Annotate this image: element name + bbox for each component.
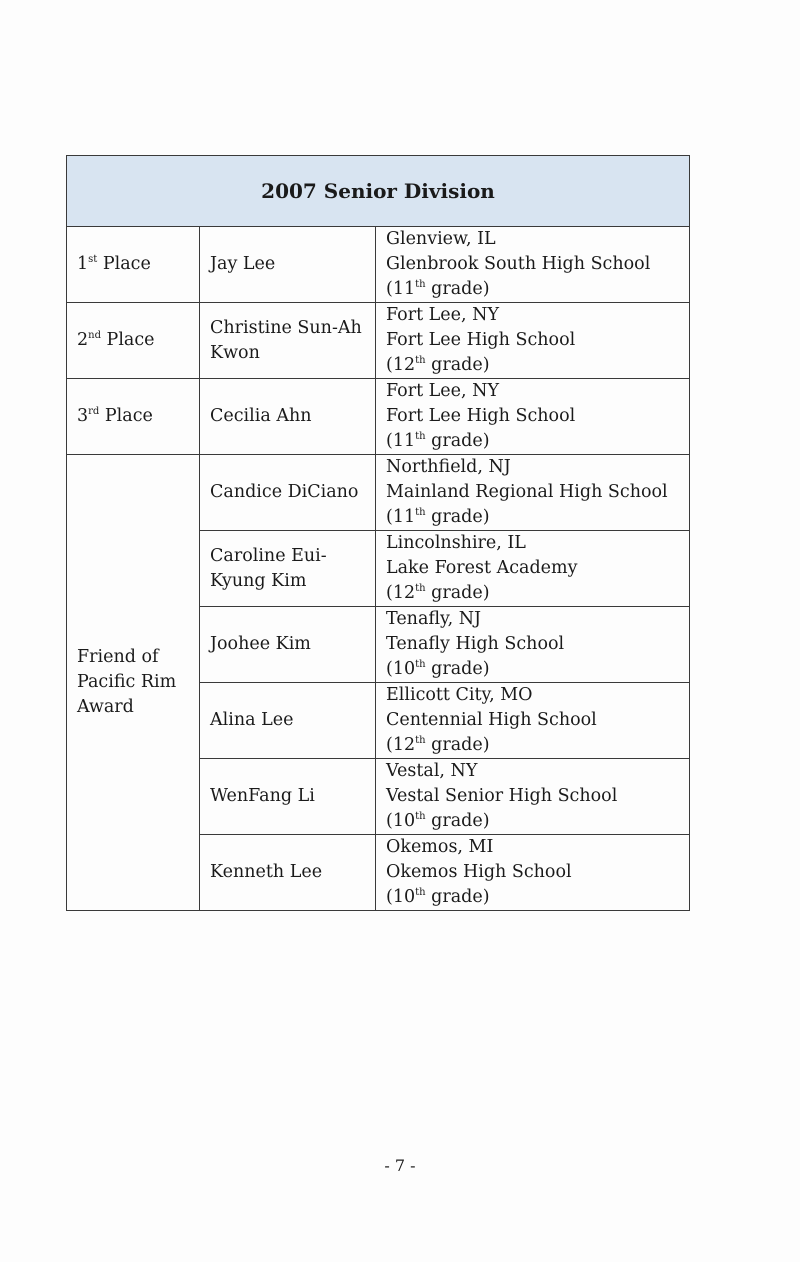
school-text: Okemos High School [386,862,572,882]
grade-word: grade) [425,735,490,755]
location-cell [376,683,690,759]
place-number: 2 [77,330,89,350]
grade-word: grade) [425,431,490,451]
place-suffix: nd [88,330,101,342]
grade-number: 11 [392,431,416,451]
place-word: Place [97,254,151,274]
grade-text: (12th grade) [386,735,490,755]
school-text: Mainland Regional High School [386,482,668,502]
grade-text: (12th grade) [386,583,490,603]
place-cell [67,303,200,379]
page-number: - 7 - [384,1156,416,1175]
table-title: 2007 Senior Division [67,156,690,227]
city-text: Fort Lee, NY [386,305,500,325]
student-name: Kenneth Lee [200,835,376,911]
city-text: Okemos, MI [386,837,494,857]
city-text: Fort Lee, NY [386,381,500,401]
grade-word: grade) [425,811,490,831]
location-cell [376,379,690,455]
place-suffix: rd [88,406,100,418]
school-text: Fort Lee High School [386,330,576,350]
grade-number: 10 [392,811,416,831]
place-word: Place [99,406,153,426]
school-text: Glenbrook South High School [386,254,651,274]
student-name: Christine Sun-Ah Kwon [200,303,376,379]
place-number: 3 [77,406,89,426]
location-cell [376,759,690,835]
grade-number: 12 [392,355,416,375]
grade-suffix: th [415,811,426,823]
location-cell [376,531,690,607]
place-suffix: st [88,254,98,266]
grade-text: (11th grade) [386,431,490,451]
awards-table [66,155,690,911]
place-word: Place [100,330,155,350]
grade-word: grade) [425,583,490,603]
city-text: Glenview, IL [386,229,496,249]
city-text: Ellicott City, MO [386,685,533,705]
friend-award-label: Friend of Pacific Rim Award [67,455,200,911]
student-name: Alina Lee [200,683,376,759]
grade-text: (10th grade) [386,887,490,907]
grade-word: grade) [425,355,490,375]
city-text: Lincolnshire, IL [386,533,526,553]
grade-word: grade) [425,887,490,907]
grade-suffix: th [415,355,426,367]
student-name: WenFang Li [200,759,376,835]
grade-suffix: th [415,583,426,595]
grade-text: (12th grade) [386,355,490,375]
grade-word: grade) [425,507,490,527]
friend-rows [67,455,690,911]
grade-suffix: th [415,659,426,671]
city-text: Vestal, NY [386,761,478,781]
grade-text: (10th grade) [386,811,490,831]
grade-number: 11 [392,507,416,527]
student-name: Jay Lee [200,227,376,303]
grade-number: 10 [392,659,416,679]
grade-text: (10th grade) [386,659,490,679]
grade-number: 11 [392,279,416,299]
location-cell [376,303,690,379]
table-row [67,303,690,379]
school-text: Vestal Senior High School [386,786,618,806]
student-name: Cecilia Ahn [200,379,376,455]
school-text: Lake Forest Academy [386,558,578,578]
place-rows [67,227,690,455]
table-row [67,227,690,303]
grade-word: grade) [425,279,490,299]
city-text: Tenafly, NJ [386,609,482,629]
grade-suffix: th [415,431,426,443]
grade-number: 12 [392,735,416,755]
school-text: Centennial High School [386,710,597,730]
location-cell [376,607,690,683]
place-number: 1 [77,254,89,274]
location-cell [376,835,690,911]
student-name: Candice DiCiano [200,455,376,531]
school-text: Fort Lee High School [386,406,576,426]
table-row [67,455,690,531]
place-cell [67,379,200,455]
grade-number: 12 [392,583,416,603]
grade-suffix: th [415,887,426,899]
grade-suffix: th [415,279,426,291]
place-cell [67,227,200,303]
grade-number: 10 [392,887,416,907]
school-text: Tenafly High School [386,634,565,654]
table-row [67,379,690,455]
city-text: Northfield, NJ [386,457,511,477]
grade-suffix: th [415,507,426,519]
student-name: Caroline Eui-Kyung Kim [200,531,376,607]
grade-text: (11th grade) [386,507,490,527]
grade-word: grade) [425,659,490,679]
location-cell [376,227,690,303]
location-cell [376,455,690,531]
grade-suffix: th [415,735,426,747]
table-title-row [67,156,690,227]
student-name: Joohee Kim [200,607,376,683]
grade-text: (11th grade) [386,279,490,299]
